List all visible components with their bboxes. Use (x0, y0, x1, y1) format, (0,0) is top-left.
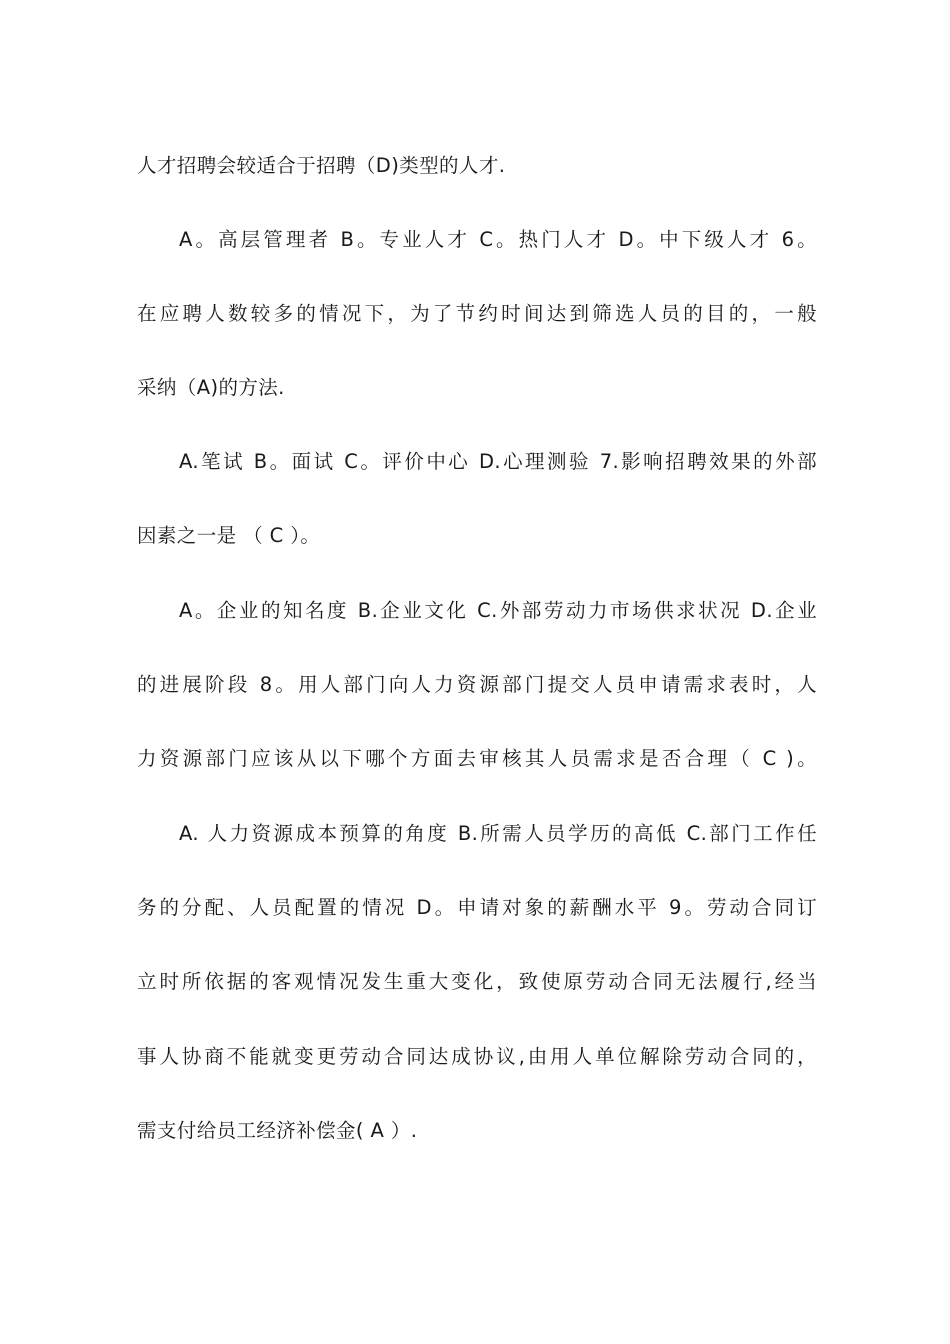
text-line: 因素之一是 （ C ）。 (137, 524, 321, 547)
text-line: 人才招聘会较适合于招聘（D)类型的人才. (137, 154, 506, 177)
text-line: 在应聘人数较多的情况下，为了节约时间达到筛选人员的目的，一般 (137, 302, 817, 325)
text-line: 采纳（A)的方法. (137, 376, 285, 399)
text-line: 力资源部门应该从以下哪个方面去审核其人员需求是否合理（ C )。 (137, 747, 817, 770)
text-line: 务的分配、人员配置的情况 D。申请对象的薪酬水平 9。劳动合同订 (137, 896, 817, 919)
text-line: A。企业的知名度 B.企业文化 C.外部劳动力市场供求状况 D.企业 (179, 599, 817, 622)
text-line: 需支付给员工经济补偿金( A ）. (137, 1119, 418, 1142)
text-line: A。高层管理者 B。专业人才 C。热门人才 D。中下级人才 6。 (179, 228, 817, 251)
text-line: 立时所依据的客观情况发生重大变化，致使原劳动合同无法履行,经当 (137, 970, 817, 993)
text-line: 的进展阶段 8。用人部门向人力资源部门提交人员申请需求表时，人 (137, 673, 817, 696)
text-line: 事人协商不能就变更劳动合同达成协议,由用人单位解除劳动合同的， (137, 1045, 817, 1068)
text-line: A. 人力资源成本预算的角度 B.所需人员学历的高低 C.部门工作任 (179, 822, 817, 845)
text-line: A.笔试 B。面试 C。评价中心 D.心理测验 7.影响招聘效果的外部 (179, 450, 817, 473)
